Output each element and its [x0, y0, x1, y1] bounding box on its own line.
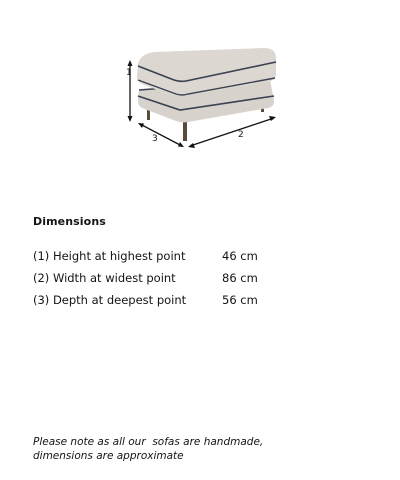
note-line-1: Please note as all our sofas are handmade, — [33, 436, 264, 448]
dimension-value: 86 cm — [222, 271, 258, 285]
height-marker: 1 — [126, 68, 132, 78]
dimension-value: 46 cm — [222, 249, 258, 263]
handmade-note — [33, 435, 333, 463]
dimension-label: (2) Width at widest point — [33, 271, 176, 285]
note-line-2: dimensions are approximate — [33, 450, 184, 462]
dimension-label: (3) Depth at deepest point — [33, 293, 187, 307]
dimension-label: (1) Height at highest point — [33, 249, 186, 263]
footstool-illustration — [118, 44, 288, 154]
dimension-row-height — [33, 245, 273, 267]
dimensions-table — [33, 245, 273, 311]
dimension-value: 56 cm — [222, 293, 258, 307]
footstool-image — [118, 44, 288, 154]
depth-marker: 3 — [152, 134, 158, 144]
width-marker: 2 — [238, 130, 244, 140]
dimension-row-width — [33, 267, 273, 289]
dimension-row-depth — [33, 289, 273, 311]
dimensions-title: Dimensions — [33, 215, 106, 228]
